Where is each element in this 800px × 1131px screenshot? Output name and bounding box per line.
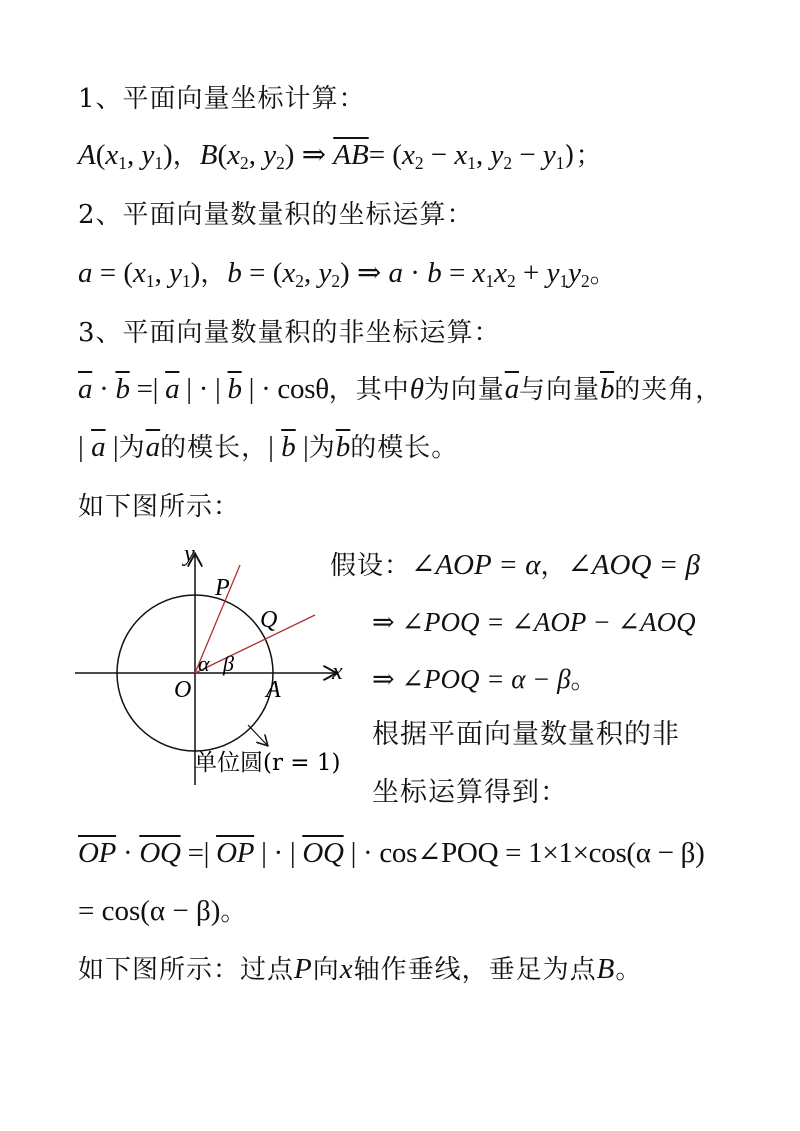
label-o: O xyxy=(174,677,192,703)
result-formula-line-2: = cos(α − β)。 xyxy=(78,895,248,927)
label-x: x xyxy=(332,659,343,685)
derivation-line-1: 假设：∠AOP = α，∠AOQ = β xyxy=(330,549,700,581)
formula-dot-product-definition: $\overline{a} \cdot \overline{b}$ =| $\overline{a}$ | · | $\overline{b}$ | · cosθ，其中θ为向量$\overline{a}$与向量$\overline{b}$的夹角， xyxy=(78,373,723,405)
derivation-line-2: ⇒ ∠POQ = ∠AOP − ∠AOQ xyxy=(372,607,696,637)
derivation-line-4: 根据平面向量数量积的非 xyxy=(372,719,680,750)
derivation-line-5: 坐标运算得到： xyxy=(372,777,568,808)
modulus-definition: | $\overline{a}$ |为$\overline{a}$的模长，| $\overline{b}$ |为$\overline{b}$的模长。 xyxy=(78,431,459,463)
section-2-heading: 2、平面向量数量积的坐标运算： xyxy=(78,200,474,230)
section-1-heading: 1、平面向量坐标计算： xyxy=(78,84,366,114)
label-q: Q xyxy=(260,607,278,633)
section-3-heading: 3、平面向量数量积的非坐标运算： xyxy=(78,318,501,348)
formula-vector-coordinates: $A(x_1$, $y_1$)，$B(x_2$, $y_2$) ⇒ $\overline{AB}= (x_2 - x_1$, $y_2 - y_1$)； xyxy=(78,139,603,174)
unit-circle-diagram xyxy=(70,535,360,795)
figure-intro-text: 如下图所示： xyxy=(78,492,241,522)
result-formula-line-1: $\overline{OP} \cdot \overline{OQ}$ =| $\overline{OP}$ | · | $\overline{OQ}$ | · cos∠POQ = 1×1×cos(α − β) xyxy=(78,837,705,869)
label-p: P xyxy=(215,575,230,601)
label-alpha: α xyxy=(198,651,210,676)
unit-circle-pointer xyxy=(248,725,267,745)
next-figure-intro: 如下图所示：过点P向x轴作垂线，垂足为点B。 xyxy=(78,953,643,985)
label-unit-circle: 单位圆(r = 1) xyxy=(194,750,341,776)
derivation-line-3: ⇒ ∠POQ = α − β。 xyxy=(372,664,598,695)
label-beta: β xyxy=(223,651,234,676)
label-a: A xyxy=(266,677,281,703)
formula-dot-product-coordinates: $a = (x_1$, $y_1$)，$b = (x_2$, $y_2$) ⇒ $a \cdot b = x_1x_2 + y_1y_2$。 xyxy=(78,257,617,292)
label-y: y xyxy=(184,541,195,567)
